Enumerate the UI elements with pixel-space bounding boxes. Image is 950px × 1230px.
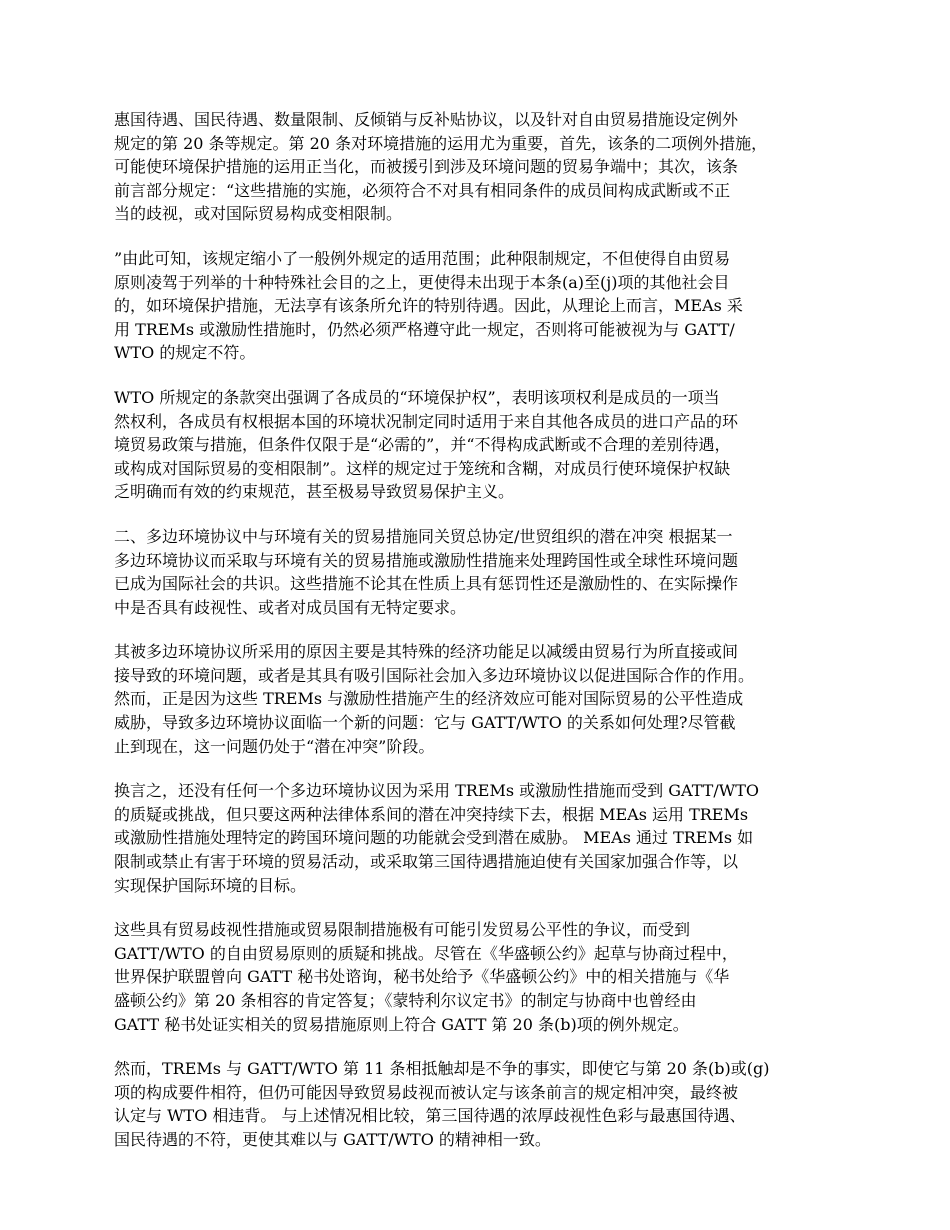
text-line: 的质疑或挑战，但只要这两种法律体系间的潜在冲突持续下去，根据 MEAs 运用 TREMs <box>114 804 749 824</box>
text-line: 可能使环境保护措施的运用正当化，而被援引到涉及环境问题的贸易争端中；其次，该条 <box>114 157 739 177</box>
text-line: GATT/WTO 的自由贸易原则的质疑和挑战。尽管在《华盛顿公约》起草与协商过程中， <box>114 943 738 963</box>
text-line: 威胁，导致多边环境协议面临一个新的问题：它与 GATT/WTO 的关系如何处理?尽管截 <box>114 713 736 733</box>
text-line: 乏明确而有效的约束规范，甚至极易导致贸易保护主义。 <box>114 482 515 502</box>
text-line: 规定的第 20 条等规定。第 20 条对环境措施的运用尤为重要，首先，该条的二项例外措施， <box>114 133 768 153</box>
text-line: 二、多边环境协议中与环境有关的贸易措施同关贸总协定/世贸组织的潜在冲突 根据某一 <box>114 526 733 546</box>
text-line: 然权利，各成员有权根据本国的环境状况制定同时适用于来自其他各成员的进口产品的环 <box>114 411 739 431</box>
text-line: 止到现在，这一问题仍处于“潜在冲突”阶段。 <box>114 736 435 756</box>
paragraph-3 <box>114 386 840 504</box>
paragraph-1 <box>114 108 840 226</box>
text-line: 国民待遇的不符，更使其难以与 GATT/WTO 的精神相一致。 <box>114 1129 551 1149</box>
paragraph-6 <box>114 779 840 897</box>
document-page <box>114 108 840 1173</box>
text-line: 盛顿公约》第 20 条相容的肯定答复；《蒙特利尔议定书》的制定与协商中也曾经由 <box>114 991 697 1010</box>
paragraph-2 <box>114 247 840 365</box>
text-line: 用 TREMs 或激励性措施时，仍然必须严格遵守此一规定，否则将可能被视为与 GATT/ <box>114 319 735 339</box>
text-line: WTO 的规定不符。 <box>114 343 256 363</box>
text-line: 的，如环境保护措施，无法享有该条所允许的特别待遇。因此，从理论上而言，MEAs 采 <box>114 296 743 316</box>
text-line: 多边环境协议而采取与环境有关的贸易措施或激励性措施来处理跨国性或全球性环境问题 <box>114 550 739 570</box>
text-line: 或构成对国际贸易的变相限制”。这样的规定过于笼统和含糊，对成员行使环境保护权缺 <box>114 458 731 478</box>
text-line: 项的构成要件相符，但仍可能因导致贸易歧视而被认定与该条前言的规定相冲突，最终被 <box>114 1082 739 1102</box>
text-line: ”由此可知，该规定缩小了一般例外规定的适用范围；此种限制规定，不但使得自由贸易 <box>114 248 731 268</box>
text-line: 世界保护联盟曾向 GATT 秘书处谘询，秘书处给予《华盛顿公约》中的相关措施与《华 <box>114 967 730 987</box>
text-line: 然而，TREMs 与 GATT/WTO 第 11 条相抵触却是不争的事实，即使它与第 20 条(b)或(g) <box>114 1059 770 1079</box>
text-line: 境贸易政策与措施，但条件仅限于是“必需的”，并“不得构成武断或不合理的差别待遇， <box>114 435 731 455</box>
text-line: 已成为国际社会的共识。这些措施不论其在性质上具有惩罚性还是激励性的、在实际操作 <box>114 574 739 594</box>
text-line: 换言之，还没有任何一个多边环境协议因为采用 TREMs 或激励性措施而受到 GATT/WTO <box>114 781 759 801</box>
text-line: 认定与 WTO 相违背。 与上述情况相比较，第三国待遇的浓厚歧视性色彩与最惠国待遇、 <box>114 1106 746 1126</box>
paragraph-7 <box>114 918 840 1036</box>
text-line: 然而，正是因为这些 TREMs 与激励性措施产生的经济效应可能对国际贸易的公平性造成 <box>114 689 744 709</box>
text-line: 这些具有贸易歧视性措施或贸易限制措施极有可能引发贸易公平性的争议，而受到 <box>114 920 691 940</box>
paragraph-5 <box>114 640 840 758</box>
text-line: 实现保护国际环境的目标。 <box>114 875 307 895</box>
text-line: 或激励性措施处理特定的跨国环境问题的功能就会受到潜在威胁。 MEAs 通过 TREMs 如 <box>114 828 754 848</box>
text-line: WTO 所规定的条款突出强调了各成员的“环境保护权”，表明该项权利是成员的一项当 <box>114 387 720 407</box>
text-line: 接导致的环境问题，或者是其具有吸引国际社会加入多边环境协议以促进国际合作的作用。 <box>114 665 755 685</box>
paragraph-4 <box>114 525 840 619</box>
text-line: 原则凌驾于列举的十种特殊社会目的之上，更使得未出现于本条(a)至(j)项的其他社会目 <box>114 272 730 292</box>
text-line: 限制或禁止有害于环境的贸易活动，或采取第三国待遇措施迫使有关国家加强合作等，以 <box>114 852 739 872</box>
text-line: GATT 秘书处证实相关的贸易措施原则上符合 GATT 第 20 条(b)项的例外规定。 <box>114 1014 689 1034</box>
paragraph-8 <box>114 1057 840 1151</box>
text-line: 惠国待遇、国民待遇、数量限制、反倾销与反补贴协议，以及针对自由贸易措施设定例外 <box>114 110 739 129</box>
text-line: 当的歧视，或对国际贸易构成变相限制。 <box>114 204 403 224</box>
text-line: 前言部分规定：“这些措施的实施，必须符合不对具有相同条件的成员间构成武断或不正 <box>114 180 731 200</box>
text-line: 其被多边环境协议所采用的原因主要是其特殊的经济功能足以减缓由贸易行为所直接或间 <box>114 642 739 662</box>
text-line: 中是否具有歧视性、或者对成员国有无特定要求。 <box>114 597 467 617</box>
